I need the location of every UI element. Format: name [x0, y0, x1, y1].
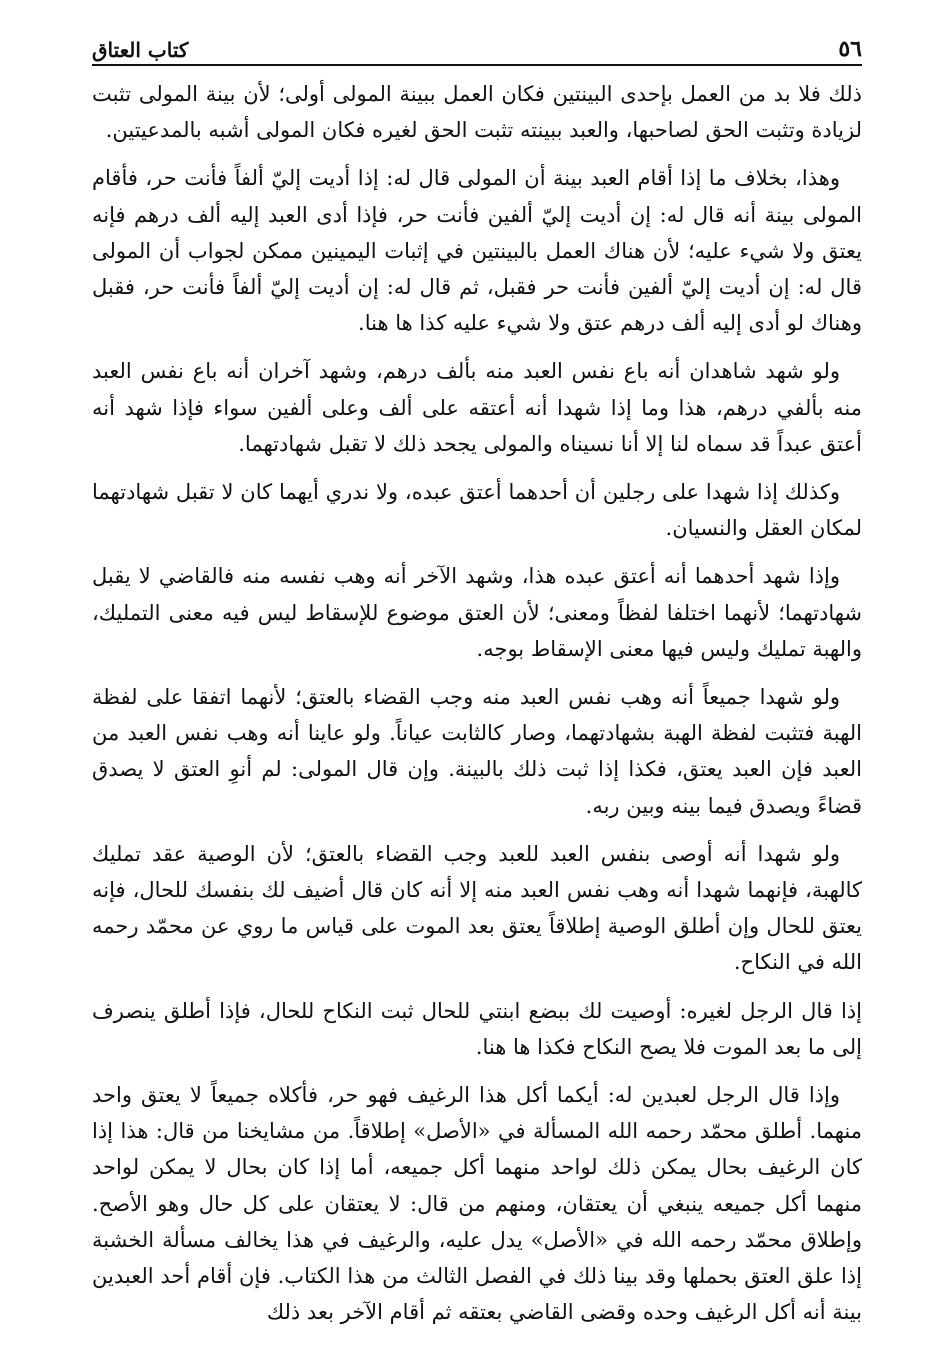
running-header — [92, 28, 862, 66]
paragraph: ولو شهدا أنه أوصى بنفس العبد للعبد وجب القضاء بالعتق؛ لأن الوصية عقد تمليك كالهبة، فإنهما شهدا أنه وهب نفس العبد منه إلا أنه كان قال أضيف لك بنفسك للحال، فإنه يعتق للحال وإن أطلق الوصية إطلاقاً يعتق بعد الموت على قياس ما روي عن محمّد رحمه الله في النكاح. — [92, 841, 862, 975]
paragraph: وكذلك إذا شهدا على رجلين أن أحدهما أعتق عبده، ولا ندري أيهما كان لا تقبل شهادتهما لمكان العقل والنسيان. — [92, 480, 862, 541]
paragraph: إذا قال الرجل لغيره: أوصيت لك ببضع ابنتي للحال ثبت النكاح للحال، فإذا أطلق ينصرف إلى ما بعد الموت فلا يصح النكاح فكذا ها هنا. — [92, 998, 862, 1059]
paragraph: ذلك فلا بد من العمل بإحدى البينتين فكان العمل ببينة المولى أولى؛ لأن بينة المولى تثبت لزيادة وتثبت الحق لصاحبها، والعبد ببينته تثبت الحق لغيره فكان المولى أشبه بالمدعيتين. — [92, 82, 862, 143]
paragraph: ولو شهدا جميعاً أنه وهب نفس العبد منه وجب القضاء بالعتق؛ لأنهما اتفقا على لفظة الهبة فتثبت لفظة الهبة بشهادتهما، وصار كالثابت عياناً. ولو عاينا أنه وهب نفس العبد من العبد فإن العبد يعتق، فكذا إذا ثبت ذلك بالبينة. وإن قال المولى: لم أنوِ العتق لا يصدق قضاءً ويصدق فيما بينه وبين ربه. — [92, 685, 862, 818]
paragraph: وإذا قال الرجل لعبدين له: أيكما أكل هذا الرغيف فهو حر، فأكلاه جميعاً لا يعتق واحد منهما. أطلق محمّد رحمه الله المسألة في «الأصل» إطلاقاً. من مشايخنا من قال: هذا إذا كان الرغيف بحال يمكن ذلك لواحد منهما أكل جميعه، أما إذا كان بحال لا يمكن لواحد منهما أكل جميعه ينبغي أن يعتقان، ومنهم من قال: لا يعتقان على كل حال وهو الأصح. وإطلاق محمّد رحمه الله في «الأصل» يدل عليه، والرغيف في هذا يخالف مسألة الخشبة إذا علق العتق بحملها وقد بينا ذلك في الفصل الثالث من هذا الكتاب. فإن أقام أحد العبدين بينة أنه أكل الرغيف وحده وقضى القاضي بعتقه ثم أقام الآخر بعد ذلك — [92, 1083, 862, 1325]
book-title: كتاب العتاق — [92, 38, 189, 62]
page-number: ٥٦ — [838, 36, 862, 62]
paragraph: وهذا، بخلاف ما إذا أقام العبد بينة أن المولى قال له: إذا أديت إليّ ألفاً فأنت حر، فأقام المولى بينة أنه قال له: إن أديت إليّ ألفين فأنت حر، فإذا أدى العبد إليه ألف درهم فإنه يعتق ولا شيء عليه؛ لأن هناك العمل بالبينتين في إثبات اليمينين ممكن لجواب أن المولى قال له: إن أديت إليّ ألفين فأنت حر فقبل، ثم قال له: إن أديت إليّ ألفاً فأنت حر، فقبل وهناك لو أدى إليه ألف درهم عتق ولا شيء عليه كذا ها هنا. — [92, 166, 862, 336]
paragraph: ولو شهد شاهدان أنه باع نفس العبد منه بألف درهم، وشهد آخران أنه باع نفس العبد منه بألفي درهم، هذا وما إذا شهدا أنه أعتقه على ألف وعلى ألفين سواء فإذا شهد أنه أعتق عبداً قد سماه لنا إلا أنا نسيناه والمولى يجحد ذلك لا تقبل شهادتهما. — [92, 359, 862, 456]
body-text — [92, 76, 862, 1331]
book-page — [92, 28, 862, 1348]
paragraph: وإذا شهد أحدهما أنه أعتق عبده هذا، وشهد الآخر أنه وهب نفسه منه فالقاضي لا يقبل شهادتهما؛ لأنهما اختلفا لفظاً ومعنى؛ لأن العتق موضوع للإسقاط ليس فيه معنى التمليك، والهبة تمليك وليس فيها معنى الإسقاط بوجه. — [92, 564, 862, 661]
